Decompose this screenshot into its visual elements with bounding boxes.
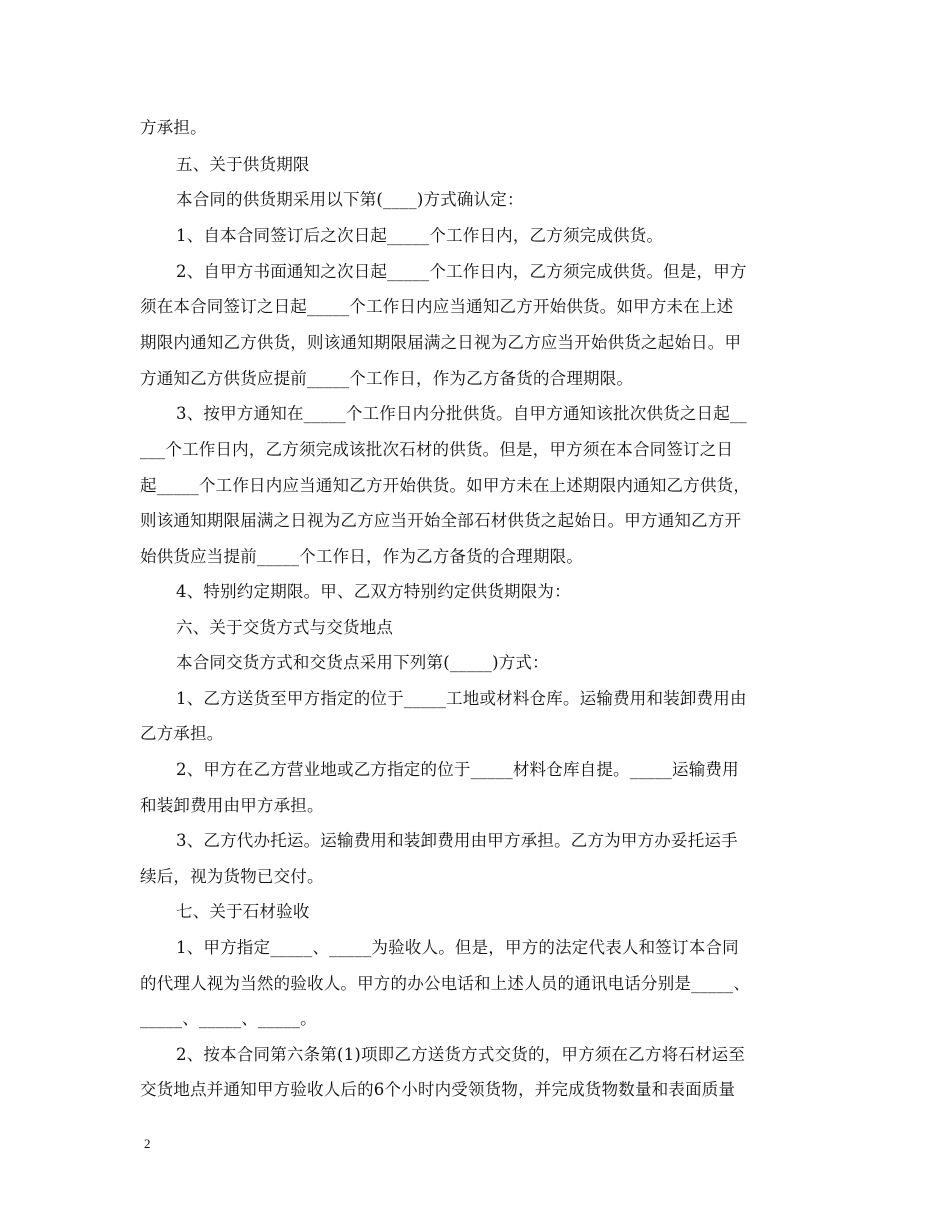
text-line: 期限内通知乙方供货，则该通知期限届满之日视为乙方应当开始供货之起始日。甲 — [140, 333, 742, 352]
section-heading: 六、关于交货方式与交货地点 — [176, 618, 394, 637]
text-line: 方承担。 — [140, 118, 207, 137]
text-line: 交货地点并通知甲方验收人后的6个小时内受领货物，并完成货物数量和表面质量 — [140, 1080, 736, 1099]
text-line: 始供货应当提前_____个工作日，作为乙方备货的合理期限。 — [140, 547, 584, 566]
text-line: 乙方承担。 — [140, 724, 224, 743]
page-number: 2 — [144, 1136, 151, 1151]
text-line: 起_____个工作日内应当通知乙方开始供货。如甲方未在上述期限内通知乙方供货， — [140, 476, 751, 495]
text-line: 2、按本合同第六条第(1)项即乙方送货方式交货的，甲方须在乙方将石材运至 — [176, 1045, 746, 1064]
text-line: 3、乙方代办托运。运输费用和装卸费用由甲方承担。乙方为甲方办妥托运手 — [176, 831, 738, 850]
text-line: 2、自甲方书面通知之次日起_____个工作日内，乙方须完成供货。但是，甲方 — [176, 262, 747, 281]
text-line: 的代理人视为当然的验收人。甲方的办公电话和上述人员的通讯电话分别是_____、 — [140, 974, 751, 993]
text-line: 本合同的供货期采用以下第(____)方式确认定： — [176, 190, 524, 209]
text-line: 1、甲方指定_____、_____为验收人。但是，甲方的法定代表人和签订本合同 — [176, 938, 739, 957]
text-line: 4、特别约定期限。甲、乙双方特别约定供货期限为： — [176, 582, 571, 601]
text-line: 3、按甲方通知在_____个工作日内分批供货。自甲方通知该批次供货之日起__ — [176, 404, 747, 423]
text-line: 本合同交货方式和交货点采用下列第(_____)方式： — [176, 653, 549, 672]
section-heading: 五、关于供货期限 — [176, 155, 310, 174]
text-line: 和装卸费用由甲方承担。 — [140, 796, 324, 815]
text-line: 须在本合同签订之日起_____个工作日内应当通知乙方开始供货。如甲方未在上述 — [140, 297, 734, 316]
text-line: ___个工作日内，乙方须完成该批次石材的供货。但是，甲方须在本合同签订之日 — [140, 440, 734, 459]
text-line: 方通知乙方供货应提前_____个工作日，作为乙方备货的合理期限。 — [140, 369, 634, 388]
text-line: _____、_____、_____。 — [140, 1009, 317, 1028]
text-line: 则该通知期限届满之日视为乙方应当开始全部石材供货之起始日。甲方通知乙方开 — [140, 511, 742, 530]
text-line: 续后，视为货物已交付。 — [140, 867, 324, 886]
text-line: 1、乙方送货至甲方指定的位于_____工地或材料仓库。运输费用和装卸费用由 — [176, 689, 747, 708]
text-line: 1、自本合同签订后之次日起_____个工作日内，乙方须完成供货。 — [176, 226, 664, 245]
section-heading: 七、关于石材验收 — [176, 902, 310, 921]
text-line: 2、甲方在乙方营业地或乙方指定的位于_____材料仓库自提。_____运输费用 — [176, 760, 739, 779]
